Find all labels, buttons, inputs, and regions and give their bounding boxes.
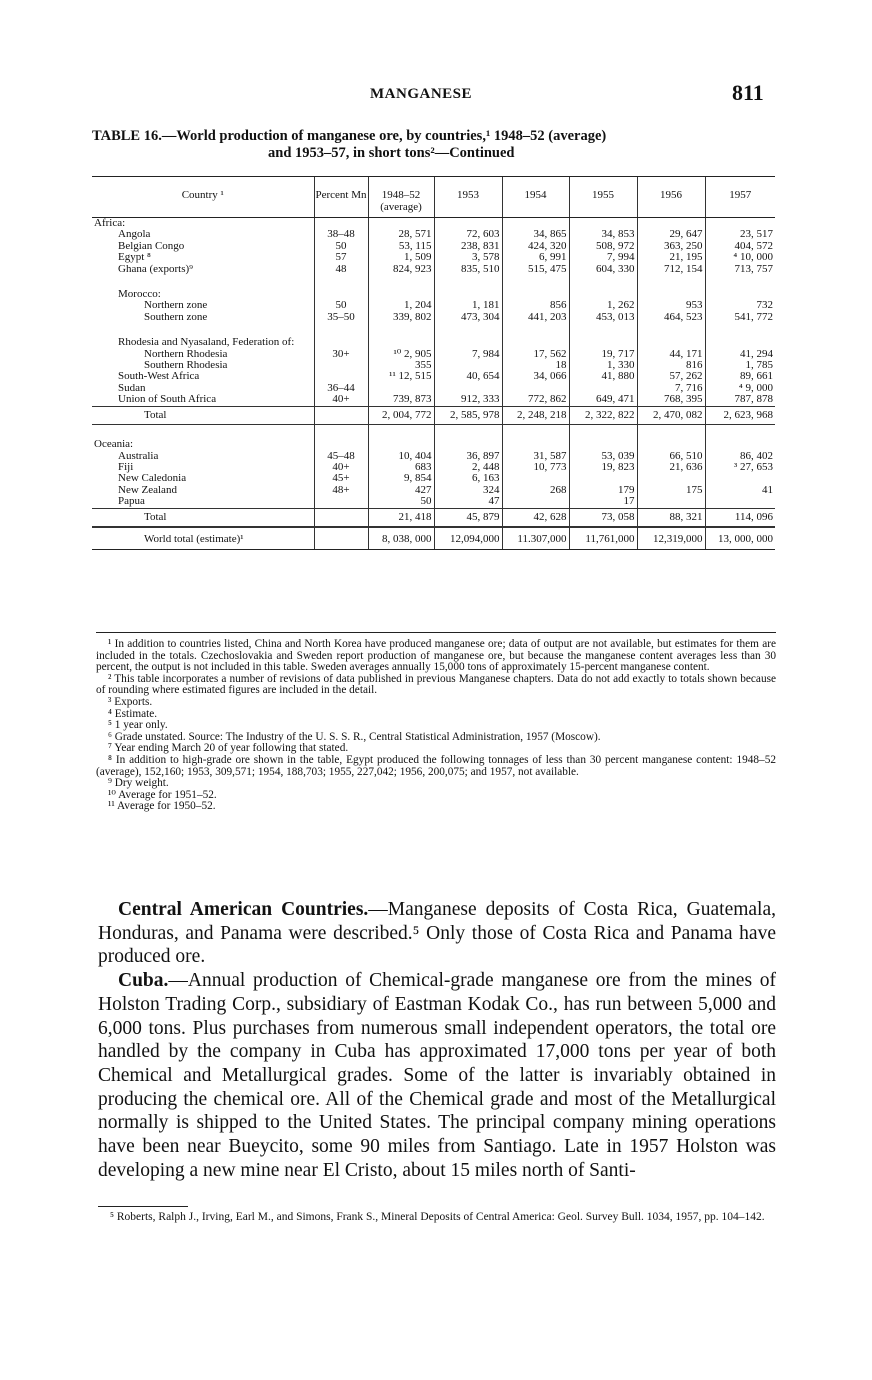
total-row <box>92 406 775 424</box>
percent-mn-cell: 50 <box>314 300 368 311</box>
spacer-cell <box>502 425 569 440</box>
value-cell <box>569 439 637 450</box>
country-cell: Egypt ⁸ <box>118 251 151 264</box>
spacer-cell <box>502 323 569 337</box>
percent-mn-cell <box>314 508 368 527</box>
country-cell: Southern zone <box>144 310 208 323</box>
spacer-cell <box>569 323 637 337</box>
percent-mn-cell: 45+ <box>314 473 368 484</box>
country-cell: Sudan <box>118 381 146 394</box>
country-cell: Union of South Africa <box>118 393 217 406</box>
page-footnote <box>98 1206 776 1223</box>
country-cell: World total (estimate)¹ <box>92 527 314 550</box>
spacer-cell <box>92 275 314 289</box>
group-row <box>92 337 775 348</box>
footnote: ⁷ Year ending March 20 of year following that stated. <box>108 742 349 755</box>
value-cell: 355 <box>368 360 434 371</box>
spacer-cell <box>705 323 775 337</box>
value-cell: 772, 862 <box>502 394 569 406</box>
spacer-cell <box>314 425 368 440</box>
value-cell: 424, 320 <box>502 241 569 252</box>
value-cell: 604, 330 <box>569 264 637 275</box>
table-caption-line-1: TABLE 16.—World production of manganese ore, by countries,¹ 1948–52 (average) <box>92 128 607 144</box>
column-header: 1948–52 (average) <box>368 177 434 218</box>
country-cell: Papua <box>118 495 145 508</box>
value-cell: 12,094,000 <box>434 527 502 550</box>
value-cell: 787, 878 <box>705 394 775 406</box>
value-cell <box>637 337 705 348</box>
value-cell <box>502 337 569 348</box>
value-cell: 816 <box>637 360 705 371</box>
value-cell: 1, 262 <box>569 300 637 311</box>
country-cell: Morocco: <box>118 288 161 301</box>
country-cell: Africa: <box>94 217 126 229</box>
value-cell <box>569 473 637 484</box>
value-cell: 41, 880 <box>569 371 637 382</box>
value-cell: 10, 404 <box>368 451 434 462</box>
page-number: 811 <box>732 80 764 105</box>
value-cell: 2, 248, 218 <box>502 406 569 424</box>
value-cell: 66, 510 <box>637 451 705 462</box>
world-row <box>92 527 775 550</box>
value-cell: 88, 321 <box>637 508 705 527</box>
value-cell: 89, 661 <box>705 371 775 382</box>
percent-mn-cell <box>314 496 368 508</box>
footnote-rule <box>96 632 776 633</box>
value-cell: ¹¹ 12, 515 <box>368 371 434 382</box>
value-cell: 2, 585, 978 <box>434 406 502 424</box>
country-cell: Total <box>92 508 314 527</box>
value-cell: 44, 171 <box>637 349 705 360</box>
value-cell: 464, 523 <box>637 312 705 323</box>
value-cell: 541, 772 <box>705 312 775 323</box>
production-table <box>92 176 775 550</box>
table-row <box>92 264 775 275</box>
country-cell: Rhodesia and Nyasaland, Federation of: <box>118 336 295 349</box>
footnote: ⁵ 1 year only. <box>108 719 168 732</box>
value-cell <box>705 473 775 484</box>
running-title: MANGANESE <box>370 86 473 102</box>
value-cell: 34, 066 <box>502 371 569 382</box>
footnote: ³ Exports. <box>108 695 153 708</box>
percent-mn-cell: 50 <box>314 241 368 252</box>
percent-mn-cell: 57 <box>314 252 368 263</box>
table-row <box>92 252 775 263</box>
column-header: Percent Mn <box>314 177 368 218</box>
value-cell: 453, 013 <box>569 312 637 323</box>
paragraph-cuba <box>98 969 776 1182</box>
table-row <box>92 371 775 382</box>
value-cell: 86, 402 <box>705 451 775 462</box>
value-cell: 21, 418 <box>368 508 434 527</box>
footnote: ⁶ Grade unstated. Source: The Industry of the U. S. S. R., Central Statistical Administration, 1957 (Moscow). <box>108 730 601 743</box>
value-cell: 1, 509 <box>368 252 434 263</box>
value-cell: 11.307,000 <box>502 527 569 550</box>
running-head <box>0 80 872 108</box>
paragraph-central-america <box>98 898 776 969</box>
spacer-cell <box>368 323 434 337</box>
table-header-row <box>92 177 775 218</box>
table-row <box>92 496 775 508</box>
footnote-list <box>96 639 776 813</box>
value-cell: 1, 330 <box>569 360 637 371</box>
country-cell: New Caledonia <box>118 472 187 485</box>
value-cell: 427 <box>368 485 434 496</box>
value-cell: 404, 572 <box>705 241 775 252</box>
value-cell: 1, 204 <box>368 300 434 311</box>
column-header: 1956 <box>637 177 705 218</box>
value-cell <box>705 496 775 508</box>
footnote: ⁴ Estimate. <box>108 707 158 720</box>
spacer-row <box>92 323 775 337</box>
value-cell: 53, 115 <box>368 241 434 252</box>
value-cell: 824, 923 <box>368 264 434 275</box>
value-cell: 268 <box>502 485 569 496</box>
value-cell: 31, 587 <box>502 451 569 462</box>
value-cell: 1, 181 <box>434 300 502 311</box>
value-cell: 73, 058 <box>569 508 637 527</box>
value-cell: 7, 984 <box>434 349 502 360</box>
value-cell: 732 <box>705 300 775 311</box>
spacer-row <box>92 425 775 440</box>
value-cell: 175 <box>637 485 705 496</box>
percent-mn-cell <box>314 337 368 348</box>
table-footnotes <box>96 632 776 813</box>
spacer-row <box>92 275 775 289</box>
paragraph-text: —Annual production of Chemical-grade manganese ore from the mines of Holston Trading Corp., subsidiary of Eastman Kodak Co., has run between 5,000 and 6,000 tons. Plus purchases from numerous small independent operators, the total ore handled by the company in Cuba has approximated 17,000 tons per year of both Chemical and Metallurgical grades. Some of the latter is invariably obtained in producing the chemical ore. All of the Chemical grade and most of the Metallurgical normally is shipped to the United States. The principal company mining operations have been near Bueycito, some 90 miles from Santiago. Late in 1957 Holston was developing a new mine near El Cristo, about 15 miles north of Santi- <box>98 970 776 1181</box>
total-row <box>92 508 775 527</box>
country-cell: Belgian Congo <box>118 239 185 252</box>
table-row <box>92 462 775 473</box>
spacer-cell <box>434 425 502 440</box>
percent-mn-cell <box>314 439 368 450</box>
value-cell: 9, 854 <box>368 473 434 484</box>
value-cell: 508, 972 <box>569 241 637 252</box>
percent-mn-cell: 48+ <box>314 485 368 496</box>
value-cell: 11,761,000 <box>569 527 637 550</box>
value-cell: 28, 571 <box>368 229 434 240</box>
value-cell: 72, 603 <box>434 229 502 240</box>
percent-mn-cell <box>314 527 368 550</box>
paragraph-heading: Central American Countries. <box>118 899 369 920</box>
column-header: 1955 <box>569 177 637 218</box>
footnote: ¹ In addition to countries listed, China and North Korea have produced manganese ore; data of output are not available, but estimates for them are included in the totals. Czechoslovakia and Sweden report production of manganese ore, but because the manganese content averages less than 30 percent, the output is not included in this table. Sweden averages annually 15,000 tons of approximately 15-percent manganese content. <box>96 638 776 674</box>
value-cell: 856 <box>502 300 569 311</box>
value-cell: 10, 773 <box>502 462 569 473</box>
footnote-text: ⁵ Roberts, Ralph J., Irving, Earl M., and Simons, Frank S., Mineral Deposits of Central America: Geol. Survey Bull. 1034, 1957, pp. 104–142. <box>110 1211 765 1223</box>
value-cell: 41, 294 <box>705 349 775 360</box>
value-cell <box>637 439 705 450</box>
percent-mn-cell: 35–50 <box>314 312 368 323</box>
value-cell: 363, 250 <box>637 241 705 252</box>
percent-mn-cell: 38–48 <box>314 229 368 240</box>
value-cell: 6, 991 <box>502 252 569 263</box>
value-cell: 23, 517 <box>705 229 775 240</box>
value-cell: ⁴ 9, 000 <box>705 383 775 394</box>
country-cell: Oceania: <box>94 438 134 451</box>
spacer-cell <box>368 425 434 440</box>
spacer-cell <box>368 275 434 289</box>
country-cell: Northern zone <box>144 299 208 312</box>
value-cell: 1, 785 <box>705 360 775 371</box>
value-cell: 739, 873 <box>368 394 434 406</box>
spacer-cell <box>314 323 368 337</box>
country-cell: Total <box>92 406 314 424</box>
value-cell: 42, 628 <box>502 508 569 527</box>
country-cell: Australia <box>118 449 159 462</box>
footnote: ¹¹ Average for 1950–52. <box>108 800 216 813</box>
spacer-cell <box>569 425 637 440</box>
spacer-cell <box>434 323 502 337</box>
group-row <box>92 439 775 450</box>
spacer-cell <box>434 275 502 289</box>
value-cell: 2, 448 <box>434 462 502 473</box>
column-header: 1954 <box>502 177 569 218</box>
value-cell: 53, 039 <box>569 451 637 462</box>
value-cell: 2, 004, 772 <box>368 406 434 424</box>
value-cell: 2, 623, 968 <box>705 406 775 424</box>
value-cell: 3, 578 <box>434 252 502 263</box>
spacer-cell <box>314 275 368 289</box>
value-cell: 515, 475 <box>502 264 569 275</box>
paragraph-text: —Manganese deposits of Costa Rica, Guatemala, Honduras, and Panama were described.⁵ Only those of Costa Rica and Panama have produced ore. <box>98 899 776 968</box>
value-cell: 835, 510 <box>434 264 502 275</box>
value-cell: 7, 716 <box>637 383 705 394</box>
value-cell: 50 <box>368 496 434 508</box>
footnote: ¹⁰ Average for 1951–52. <box>108 788 217 801</box>
spacer-cell <box>637 425 705 440</box>
value-cell: 441, 203 <box>502 312 569 323</box>
value-cell: 34, 865 <box>502 229 569 240</box>
country-cell: Ghana (exports)⁹ <box>118 262 194 275</box>
value-cell: 8, 038, 000 <box>368 527 434 550</box>
country-cell: Fiji <box>118 460 134 473</box>
value-cell: 712, 154 <box>637 264 705 275</box>
country-cell: Angola <box>118 228 151 241</box>
value-cell: 649, 471 <box>569 394 637 406</box>
column-header: 1957 <box>705 177 775 218</box>
value-cell: 45, 879 <box>434 508 502 527</box>
spacer-cell <box>569 275 637 289</box>
column-header: 1953 <box>434 177 502 218</box>
table-row <box>92 312 775 323</box>
table-row <box>92 394 775 406</box>
value-cell: ³ 27, 653 <box>705 462 775 473</box>
percent-mn-cell: 48 <box>314 264 368 275</box>
value-cell: 57, 262 <box>637 371 705 382</box>
value-cell: 324 <box>434 485 502 496</box>
table-row <box>92 485 775 496</box>
value-cell: ¹⁰ 2, 905 <box>368 349 434 360</box>
spacer-cell <box>92 425 314 440</box>
percent-mn-cell: 30+ <box>314 349 368 360</box>
value-cell <box>502 473 569 484</box>
spacer-cell <box>92 323 314 337</box>
value-cell: 912, 333 <box>434 394 502 406</box>
value-cell: 36, 897 <box>434 451 502 462</box>
value-cell: 21, 195 <box>637 252 705 263</box>
value-cell: 17, 562 <box>502 349 569 360</box>
value-cell <box>368 439 434 450</box>
value-cell: 41 <box>705 485 775 496</box>
column-header: Country ¹ <box>92 177 314 218</box>
percent-mn-cell: 40+ <box>314 462 368 473</box>
value-cell <box>569 337 637 348</box>
value-cell: 473, 304 <box>434 312 502 323</box>
percent-mn-cell <box>314 360 368 371</box>
value-cell: 339, 802 <box>368 312 434 323</box>
value-cell: 29, 647 <box>637 229 705 240</box>
percent-mn-cell: 45–48 <box>314 451 368 462</box>
value-cell <box>637 496 705 508</box>
value-cell: 12,319,000 <box>637 527 705 550</box>
footnote: ⁹ Dry weight. <box>108 777 169 790</box>
footnote: ⁸ In addition to high-grade ore shown in the table, Egypt produced the following tonnages of less than 30 percent manganese content: 1948–52 (average), 152,160; 1953, 309,571; 1954, 188,703; 1955, 227,042; 1956, 200,075; and 1957, not available. <box>96 753 776 778</box>
value-cell <box>502 439 569 450</box>
paragraph-heading: Cuba. <box>118 970 169 992</box>
value-cell <box>368 337 434 348</box>
value-cell: 47 <box>434 496 502 508</box>
country-cell: New Zealand <box>118 483 177 496</box>
spacer-cell <box>502 275 569 289</box>
value-cell: 18 <box>502 360 569 371</box>
country-cell: South-West Africa <box>118 370 200 383</box>
value-cell: 114, 096 <box>705 508 775 527</box>
production-table-container <box>92 176 775 550</box>
country-cell: Southern Rhodesia <box>144 359 228 372</box>
value-cell: 17 <box>569 496 637 508</box>
value-cell: 238, 831 <box>434 241 502 252</box>
body-text <box>98 898 776 1182</box>
footnote: ² This table incorporates a number of revisions of data published in previous Manganese chapters. Data do not add exactly to totals shown because of rounding where estimated figures are included in the detail. <box>96 672 776 697</box>
spacer-cell <box>637 275 705 289</box>
value-cell: 713, 757 <box>705 264 775 275</box>
value-cell: 2, 322, 822 <box>569 406 637 424</box>
spacer-cell <box>637 323 705 337</box>
value-cell: 768, 395 <box>637 394 705 406</box>
value-cell: 40, 654 <box>434 371 502 382</box>
value-cell: 21, 636 <box>637 462 705 473</box>
percent-mn-cell <box>314 406 368 424</box>
percent-mn-cell: 40+ <box>314 394 368 406</box>
value-cell: ⁴ 10, 000 <box>705 252 775 263</box>
table-caption-line-2: and 1953–57, in short tons²—Continued <box>268 145 515 161</box>
value-cell: 19, 823 <box>569 462 637 473</box>
value-cell: 2, 470, 082 <box>637 406 705 424</box>
value-cell <box>637 473 705 484</box>
value-cell: 34, 853 <box>569 229 637 240</box>
value-cell: 953 <box>637 300 705 311</box>
value-cell <box>705 337 775 348</box>
spacer-cell <box>705 275 775 289</box>
spacer-cell <box>705 425 775 440</box>
value-cell: 179 <box>569 485 637 496</box>
value-cell: 6, 163 <box>434 473 502 484</box>
footnote-rule <box>98 1206 188 1207</box>
percent-mn-cell: 36–44 <box>314 383 368 394</box>
table-body <box>92 218 775 550</box>
table-row <box>92 473 775 484</box>
value-cell: 19, 717 <box>569 349 637 360</box>
value-cell: 13, 000, 000 <box>705 527 775 550</box>
country-cell: Northern Rhodesia <box>144 347 228 360</box>
value-cell <box>502 496 569 508</box>
value-cell <box>705 439 775 450</box>
value-cell: 7, 994 <box>569 252 637 263</box>
table-caption <box>92 128 782 162</box>
value-cell <box>434 439 502 450</box>
value-cell: 683 <box>368 462 434 473</box>
value-cell <box>434 337 502 348</box>
